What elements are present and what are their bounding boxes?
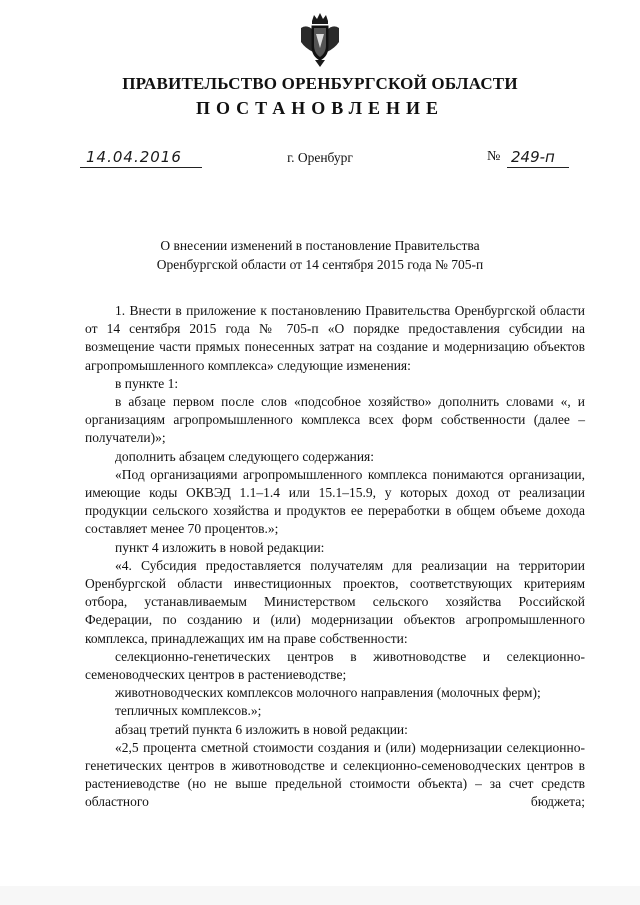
body-paragraph: «Под организациями агропромышленного комплекса понимаются организации, имеющие коды ОКВЭД 1.1–1.4 или 15.1–15.9, у которых доход от реализации продукции сельского хозяйства и продуктов ее переработки в общем объеме дохода составляет менее 70 процентов.»; [85, 466, 585, 537]
body-paragraph: в абзаце первом после слов «подсобное хозяйство» дополнить словами «, и организациям агропромышленного комплекса всех форм собственности (далее – получатели)»; [85, 394, 585, 446]
page-bottom-strip [0, 886, 640, 905]
body-paragraph: пункт 4 изложить в новой редакции: [115, 539, 325, 555]
document-type: ПОСТАНОВЛЕНИЕ [195, 98, 445, 118]
body-paragraph: в пункте 1: [115, 375, 179, 391]
body-paragraph: абзац третий пункта 6 изложить в новой редакции: [115, 721, 408, 737]
subject-line: Оренбургской области от 14 сентября 2015 года № 705-п [156, 257, 484, 272]
body-paragraph: «4. Субсидия предоставляется получателям для реализации на территории Оренбургской области инвестиционных проектов, соответствующих критериям отбора, устанавливаемым Министерством сельского хозяйства Российской Федерации, по созданию и (или) модернизации объектов агропромышленного комплекса, принадлежащих им на праве собственности: [85, 557, 585, 646]
number-underline [507, 167, 569, 168]
document-date: 14.04.2016 [86, 148, 182, 166]
subject-line: О внесении изменений в постановление Правительства [160, 238, 480, 253]
document-body [85, 302, 585, 812]
body-paragraph: 1. Внести в приложение к постановлению Правительства Оренбургской области от 14 сентября 2015 года № 705-п «О порядке предоставления субсидии на возмещение части прямых понесенных затрат на создание и модернизацию объектов агропромышленного комплекса» следующие изменения: [85, 303, 585, 373]
document-subject [100, 236, 540, 274]
body-paragraph: «2,5 процента сметной стоимости создания и (или) модернизации селекционно-генетических центров в животноводстве и селекционно-семеноводческих центров в растениеводстве (но не выше предельной стоимости объекта) – за счет средств областного бюджета; [85, 739, 585, 810]
document-city: г. Оренбург [287, 150, 353, 165]
body-paragraph: тепличных комплексов.»; [115, 703, 262, 719]
coat-of-arms-icon [297, 12, 343, 68]
body-paragraph: селекционно-генетических центров в животноводстве и селекционно-семеноводческих центров в растениеводстве; [85, 648, 585, 683]
document-number: 249-п [511, 148, 555, 166]
body-paragraph: дополнить абзацем следующего содержания: [115, 448, 375, 464]
body-paragraph: животноводческих комплексов молочного направления (молочных ферм); [115, 685, 541, 701]
date-underline [80, 167, 202, 168]
government-title: ПРАВИТЕЛЬСТВО ОРЕНБУРГСКОЙ ОБЛАСТИ [122, 74, 518, 93]
number-sign: № [487, 149, 501, 164]
